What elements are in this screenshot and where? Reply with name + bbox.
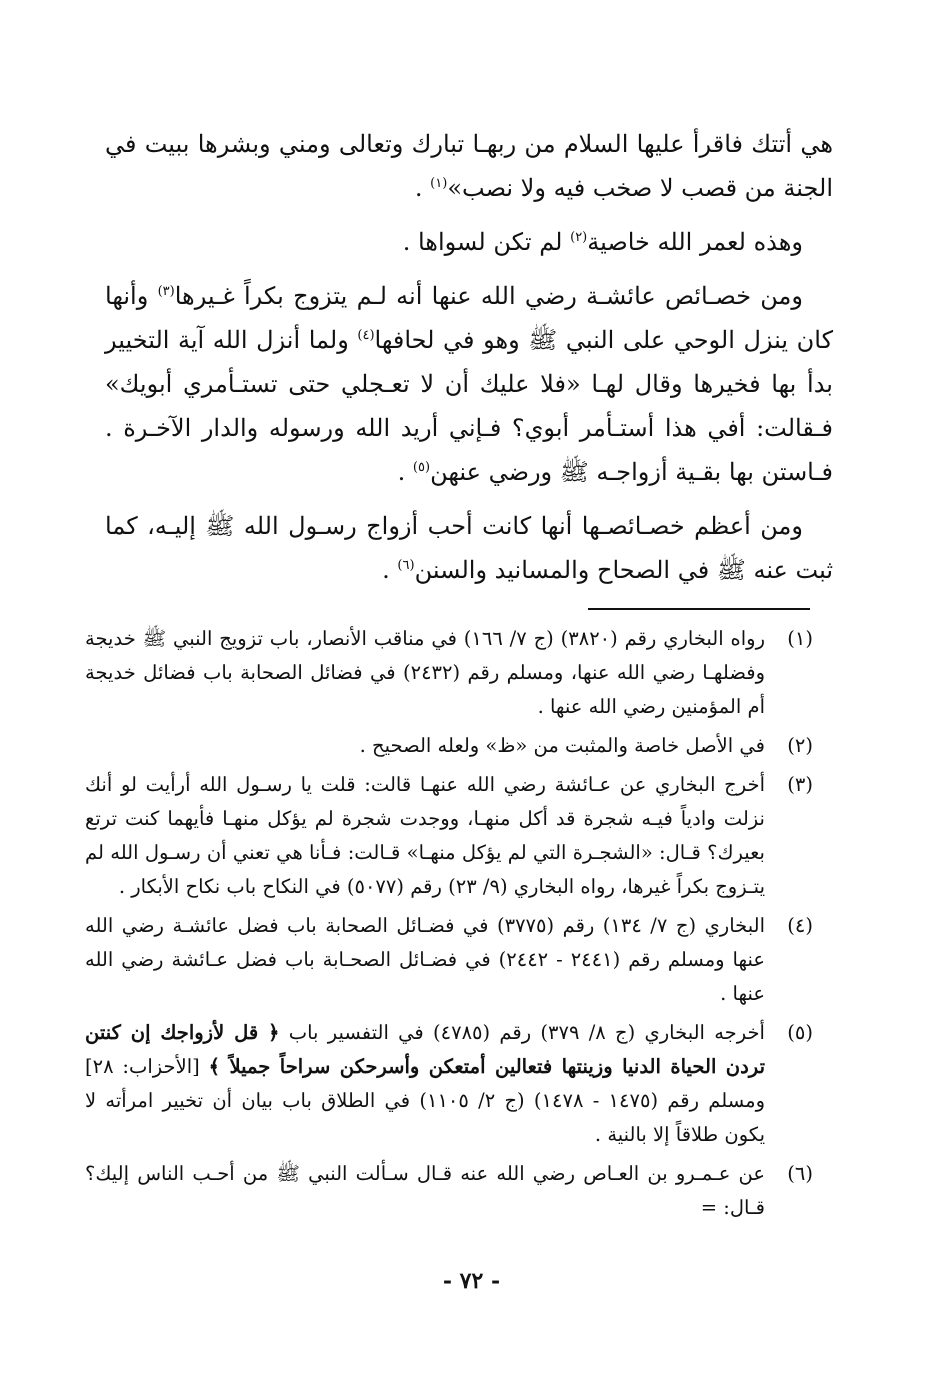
quran-verse: ﴿ قل لأزواجك إن كنتن تردن الحياة الدنيا وزينتها فتعالين أمتعكن وأسرحكن سراحاً جميلاً ﴾ — [85, 1021, 765, 1078]
paragraph-3 — [105, 274, 833, 494]
paragraph-2 — [105, 220, 833, 264]
footnote-3 — [85, 768, 813, 904]
footnote-ref-3: (٣) — [157, 284, 175, 299]
footnote-text — [85, 1016, 765, 1152]
footnote-ref-4: (٤) — [357, 328, 375, 343]
footnote-ref-5: (٥) — [412, 460, 431, 475]
footnote-1 — [85, 622, 813, 724]
paragraph-2-end: لم تكن لسواها . — [402, 228, 571, 256]
main-text — [105, 122, 833, 602]
paragraph-3-text-b: وأنها كان ينزل الوحي على النبي ﷺ وهو في لحافها — [105, 282, 833, 354]
footnote-text-a: أخرجه البخاري (ج ٨/ ٣٧٩) رقم (٤٧٨٥) في التفسير باب — [279, 1021, 765, 1044]
paragraph-2-text: وهذه لعمر الله خاصية — [587, 228, 803, 256]
footnote-text: البخاري (ج ٧/ ١٣٤) رقم (٣٧٧٥) في فضـائل الصحابة باب فضل عائشـة رضي الله عنها ومسلم رقم (٢٤٤١ - ٢٤٤٢) في فضـائل الصحـابة باب فضل عـائشة رضي الله عنها . — [85, 914, 765, 1005]
paragraph-3-text-c: ولما أنزل الله آية التخيير بدأ بها فخيرها وقال لهـا «فلا عليك أن لا تعـجلي حتى تستـأمري أبويك» فـقالت: أفي هذا أستـأمر أبوي؟ فـإني أريد الله ورسوله والدار الآخـرة . فـاستن بها بقـية أزواجـه ﷺ ورضي عنهن — [105, 326, 833, 486]
footnote-number: (٦) — [787, 1162, 813, 1185]
footnote-number: (٣) — [787, 773, 813, 796]
paragraph-1-text: هي أتتك فاقرأ عليها السلام من ربهـا تبارك وتعالى ومني وبشرها ببيت في الجنة من قصب لا صخب فيه ولا نصب» — [105, 130, 833, 202]
footnote-number: (٥) — [787, 1021, 813, 1044]
paragraph-4 — [105, 504, 833, 592]
paragraph-4-end: . — [382, 556, 398, 584]
paragraph-1-end: . — [414, 174, 431, 202]
paragraph-3-text-a: ومن خصـائص عائشـة رضي الله عنها أنه لـم يتزوج بكراً غـيرها — [174, 282, 803, 310]
footnote-separator — [588, 608, 810, 610]
footnote-number: (٤) — [787, 914, 813, 937]
page-number: - ٧٢ - — [442, 1268, 501, 1294]
footnote-text-b: [الأحزاب: ٢٨] ومسلم رقم (١٤٧٥ - ١٤٧٨) (ج ٢/ ١١٠٥) في الطلاق باب بيان أن تخيير امرأته لا يكون طلاقاً إلا بالنية . — [85, 1055, 765, 1146]
footnote-text: أخرج البخاري عن عـائشة رضي الله عنهـا قالت: قلت يا رسـول الله أرأيت لو أنك نزلت وادياً فيـه شجرة قد أكل منهـا، ووجدت شجرة لم يؤكل منهـا فأيهما كنت ترتع بعيرك؟ قـال: «الشجـرة التي لم يؤكل منهـا» قـالت: فـأنا هي تعني أن رسـول الله لم يتـزوج بكراً غيرها، رواه البخاري (٩/ ٢٣) رقم (٥٠٧٧) في النكاح باب نكاح الأبكار . — [85, 773, 765, 898]
footnote-number: (١) — [787, 627, 813, 650]
footnote-2 — [85, 729, 813, 763]
paragraph-1 — [105, 122, 833, 210]
footnote-4 — [85, 909, 813, 1011]
footnote-text: في الأصل خاصة والمثبت من «ظ» ولعله الصحيح . — [359, 734, 765, 757]
paragraph-3-end: . — [397, 458, 413, 486]
footnote-text: رواه البخاري رقم (٣٨٢٠) (ج ٧/ ١٦٦) في مناقب الأنصار، باب تزويج النبي ﷺ خديجة وفضلهـا رضي الله عنها، ومسلم رقم (٢٤٣٢) في فضائل الصحابة باب فضائل خديجة أم المؤمنين رضي الله عنها . — [85, 627, 765, 718]
footnote-5 — [85, 1016, 813, 1152]
paragraph-4-text: ومن أعظم خصـائصـها أنها كانت أحب أزواج رسـول الله ﷺ إليـه، كما ثبت عنه ﷺ في الصحاح والمسانيد والسنن — [105, 512, 833, 584]
footnote-number: (٢) — [787, 734, 813, 757]
footnotes — [85, 622, 813, 1230]
footnote-ref-2: (٢) — [570, 230, 588, 245]
footnote-text: عن عـمـرو بن العـاص رضي الله عنه قـال سـألت النبي ﷺ من أحـب الناس إليك؟ قـال: = — [85, 1162, 765, 1219]
footnote-ref-6: (٦) — [397, 558, 415, 573]
footnote-6 — [85, 1157, 813, 1225]
footnote-ref-1: (١) — [430, 176, 448, 191]
